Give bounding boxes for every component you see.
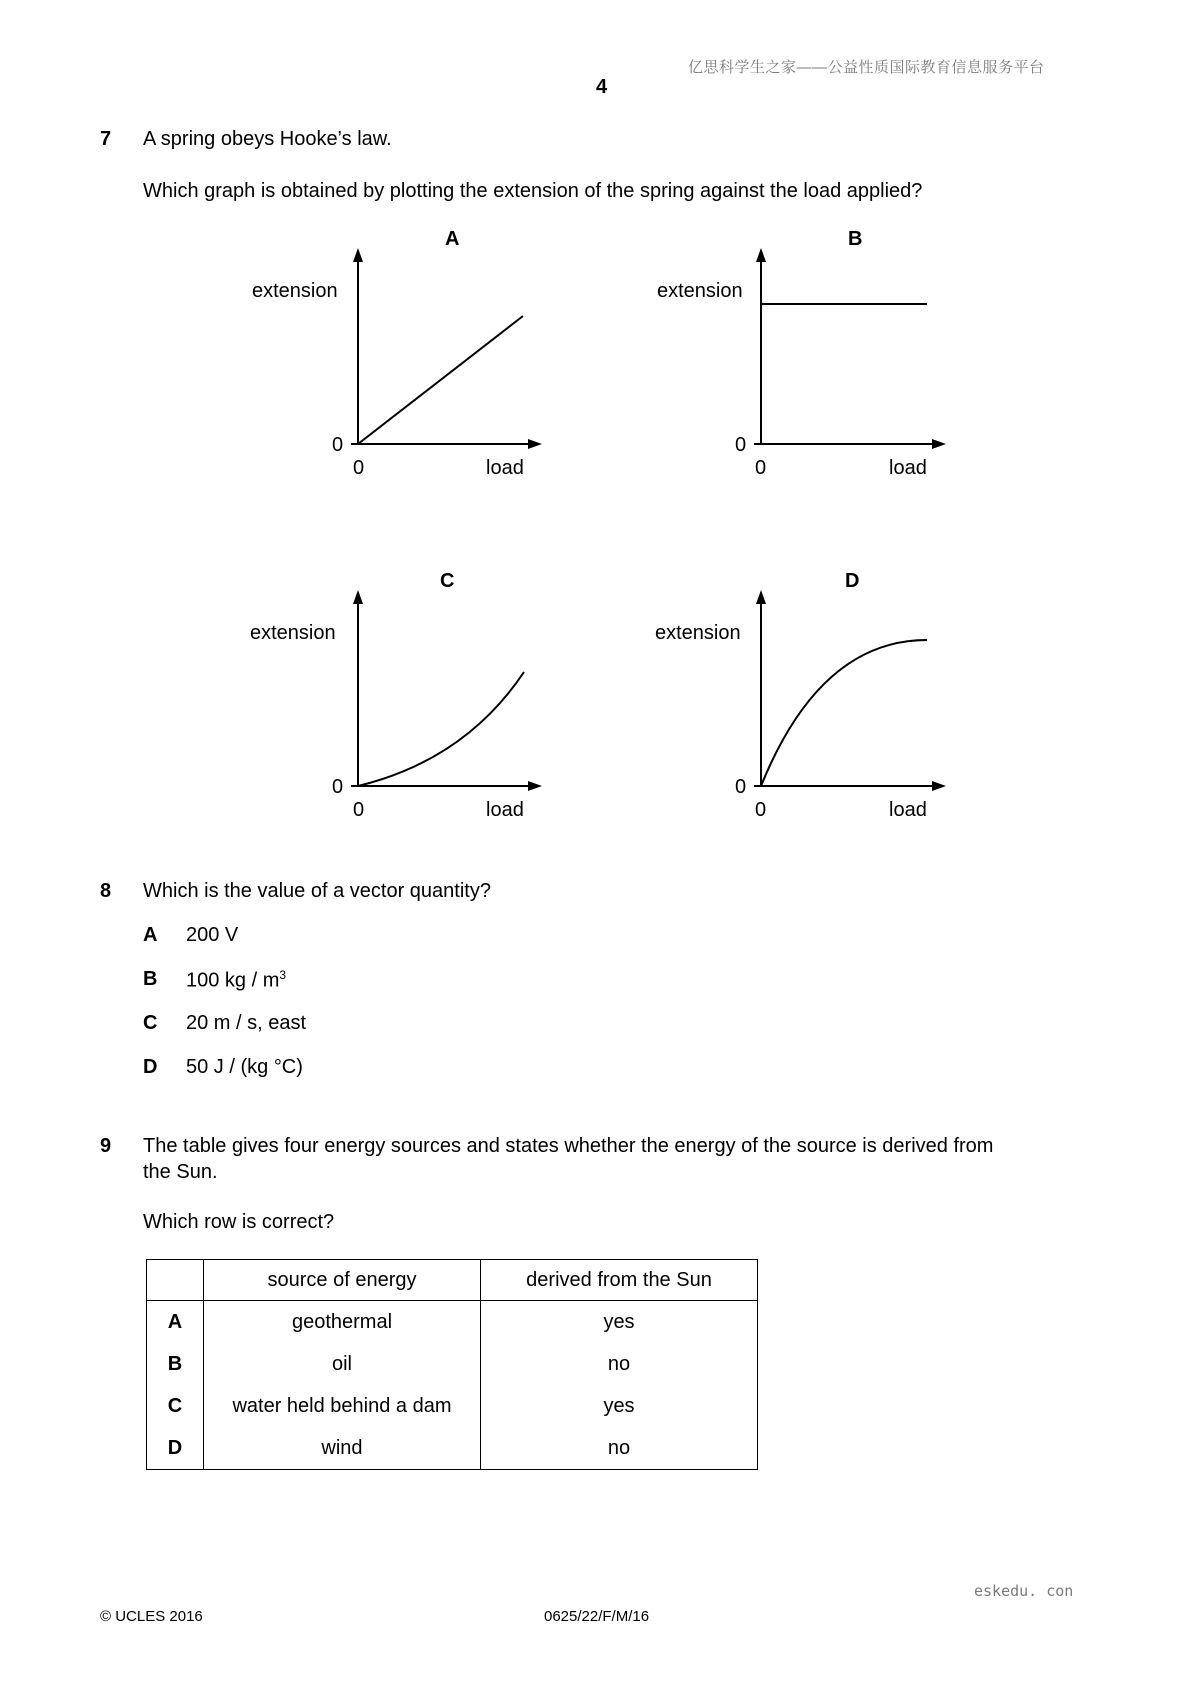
graph-b-x-arrow	[932, 439, 946, 449]
question-9-text-line2: the Sun.	[143, 1161, 218, 1183]
header-derived: derived from the Sun	[481, 1260, 758, 1301]
table-header-row	[147, 1260, 758, 1301]
graph-a-y-origin: 0	[332, 434, 344, 456]
graph-d-curve	[761, 640, 927, 786]
row-source: water held behind a dam	[204, 1385, 481, 1427]
graph-a-y-axis-label: extension	[252, 280, 338, 302]
option-d-text: 50 J / (kg °C)	[186, 1056, 303, 1078]
graph-d-x-origin: 0	[755, 799, 767, 821]
option-b-text: 100 kg / $m^3$	[186, 968, 287, 992]
option-a-letter: A	[143, 924, 158, 946]
row-letter: D	[147, 1427, 204, 1470]
row-letter: B	[147, 1343, 204, 1385]
graph-b-plot	[645, 228, 975, 528]
option-c-letter: C	[143, 1012, 158, 1034]
table-row	[147, 1385, 758, 1427]
graph-c-x-arrow	[528, 781, 542, 791]
row-letter: A	[147, 1301, 204, 1344]
graph-d	[645, 570, 975, 870]
graph-b-x-origin: 0	[755, 457, 767, 479]
row-source: oil	[204, 1343, 481, 1385]
graph-d-plot	[645, 570, 975, 870]
graph-b	[645, 228, 975, 528]
watermark-text: 亿思科学生之家——公益性质国际教育信息服务平台	[688, 59, 1045, 76]
graph-a-x-origin: 0	[353, 457, 365, 479]
graph-a-line	[358, 316, 523, 444]
graph-a-plot	[240, 228, 570, 528]
copyright: © UCLES 2016	[100, 1608, 203, 1625]
question-9-prompt: Which row is correct?	[143, 1211, 335, 1233]
graph-b-y-arrow	[756, 248, 766, 262]
header-source: source of energy	[204, 1260, 481, 1301]
graph-d-x-arrow	[932, 781, 946, 791]
graph-a	[240, 228, 570, 528]
option-c-text: 20 m / s, east	[186, 1012, 307, 1034]
graph-c-curve	[358, 672, 524, 786]
table-row	[147, 1427, 758, 1470]
question-7-number: 7	[100, 128, 112, 150]
graph-c-y-axis-label: extension	[250, 622, 336, 644]
graph-b-y-origin: 0	[735, 434, 747, 456]
graph-d-x-axis-label: load	[889, 799, 927, 821]
graph-b-label: B	[848, 228, 863, 250]
question-9-number: 9	[100, 1135, 112, 1157]
graph-d-y-arrow	[756, 590, 766, 604]
row-derived: yes	[481, 1301, 758, 1344]
graph-a-y-arrow	[353, 248, 363, 262]
row-derived: no	[481, 1427, 758, 1470]
graph-a-x-arrow	[528, 439, 542, 449]
energy-table	[146, 1259, 758, 1470]
question-9-text-line1: The table gives four energy sources and states whether the energy of the source is derived from	[143, 1135, 994, 1157]
table-row	[147, 1301, 758, 1344]
question-7-prompt: Which graph is obtained by plotting the extension of the spring against the load applied?	[143, 180, 923, 202]
row-derived: no	[481, 1343, 758, 1385]
row-letter: C	[147, 1385, 204, 1427]
site-watermark: eskedu. con	[974, 1582, 1074, 1600]
graph-c-x-axis-label: load	[486, 799, 524, 821]
row-source: geothermal	[204, 1301, 481, 1344]
graph-c-x-origin: 0	[353, 799, 365, 821]
table-row	[147, 1343, 758, 1385]
graph-a-x-axis-label: load	[486, 457, 524, 479]
graph-b-x-axis-label: load	[889, 457, 927, 479]
graph-c-y-origin: 0	[332, 776, 344, 798]
graph-b-y-axis-label: extension	[657, 280, 743, 302]
graph-c	[240, 570, 570, 870]
graph-c-y-arrow	[353, 590, 363, 604]
graph-c-label: C	[440, 570, 455, 592]
graph-a-label: A	[445, 228, 460, 250]
question-7-text: A spring obeys Hooke’s law.	[143, 128, 392, 150]
row-derived: yes	[481, 1385, 758, 1427]
option-d-letter: D	[143, 1056, 158, 1078]
graph-c-plot	[240, 570, 570, 870]
paper-code: 0625/22/F/M/16	[544, 1608, 650, 1625]
option-b-letter: B	[143, 968, 158, 990]
question-8-number: 8	[100, 880, 112, 902]
question-8-text: Which is the value of a vector quantity?	[143, 880, 491, 902]
graph-d-label: D	[845, 570, 860, 592]
graph-d-y-axis-label: extension	[655, 622, 741, 644]
row-source: wind	[204, 1427, 481, 1470]
graph-d-y-origin: 0	[735, 776, 747, 798]
page-number: 4	[596, 76, 608, 98]
option-a-text: 200 V	[186, 924, 239, 946]
header-blank	[147, 1260, 204, 1301]
